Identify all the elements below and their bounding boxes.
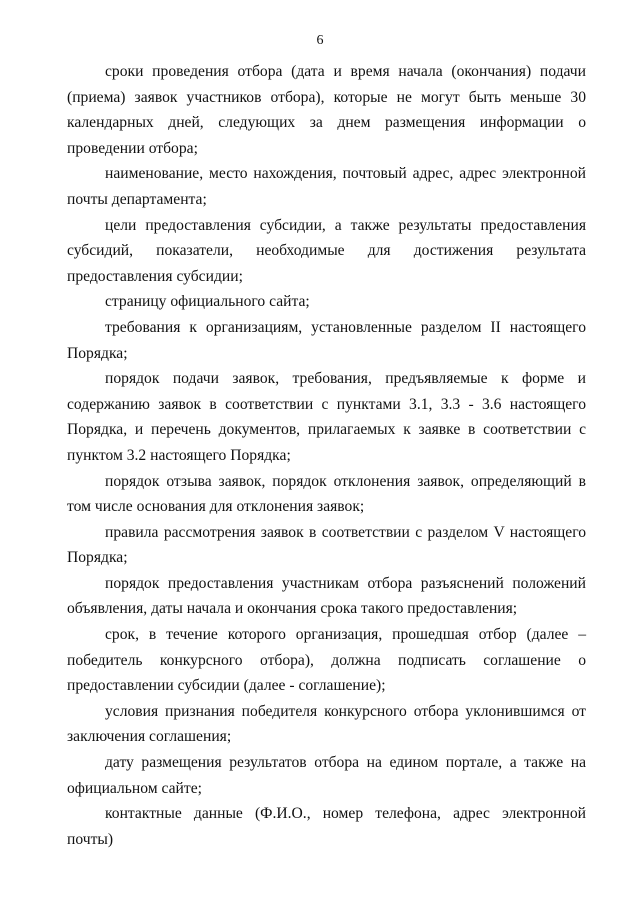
paragraph: правила рассмотрения заявок в соответствии с разделом V настоящего Порядка;	[67, 523, 586, 567]
document-body	[67, 59, 586, 852]
paragraph: требования к организациям, установленные разделом II настоящего Порядка;	[67, 318, 586, 362]
paragraph: наименование, место нахождения, почтовый адрес, адрес электронной почты департамента;	[67, 165, 586, 208]
paragraph: условия признания победителя конкурсного отбора уклонившимся от заключения соглашения;	[67, 702, 586, 746]
paragraph: порядок подачи заявок, требования, предъявляемые к форме и содержанию заявок в соответствии с пунктами 3.1, 3.3 - 3.6 настоящего Порядка, и перечень документов, прилагаемых к заявке в соответствии с пунктом 3.2 настоящего Порядка;	[67, 370, 586, 464]
paragraph: контактные данные (Ф.И.О., номер телефона, адрес электронной почты)	[67, 805, 586, 848]
paragraph: срок, в течение которого организация, прошедшая отбор (далее – победитель конкурсного отбора), должна подписать соглашение о предоставлении субсидии (далее - соглашение);	[67, 626, 586, 695]
paragraph: порядок предоставления участникам отбора разъяснений положений объявления, даты начала и окончания срока такого предоставления;	[67, 574, 586, 618]
paragraph: дату размещения результатов отбора на едином портале, а также на официальном сайте;	[67, 754, 586, 797]
paragraph: сроки проведения отбора (дата и время начала (окончания) подачи (приема) заявок участников отбора), которые не могут быть меньше 30 календарных дней, следующих за днем размещения информации о проведении отбора;	[67, 63, 586, 157]
paragraph: страницу официального сайта;	[105, 293, 310, 311]
paragraph: цели предоставления субсидии, а также результаты предоставления субсидий, показатели, необходимые для достижения результата предоставления субсидии;	[67, 216, 586, 285]
page-number: 6	[316, 33, 324, 48]
paragraph: порядок отзыва заявок, порядок отклонения заявок, определяющий в том числе основания для отклонения заявок;	[67, 472, 586, 516]
